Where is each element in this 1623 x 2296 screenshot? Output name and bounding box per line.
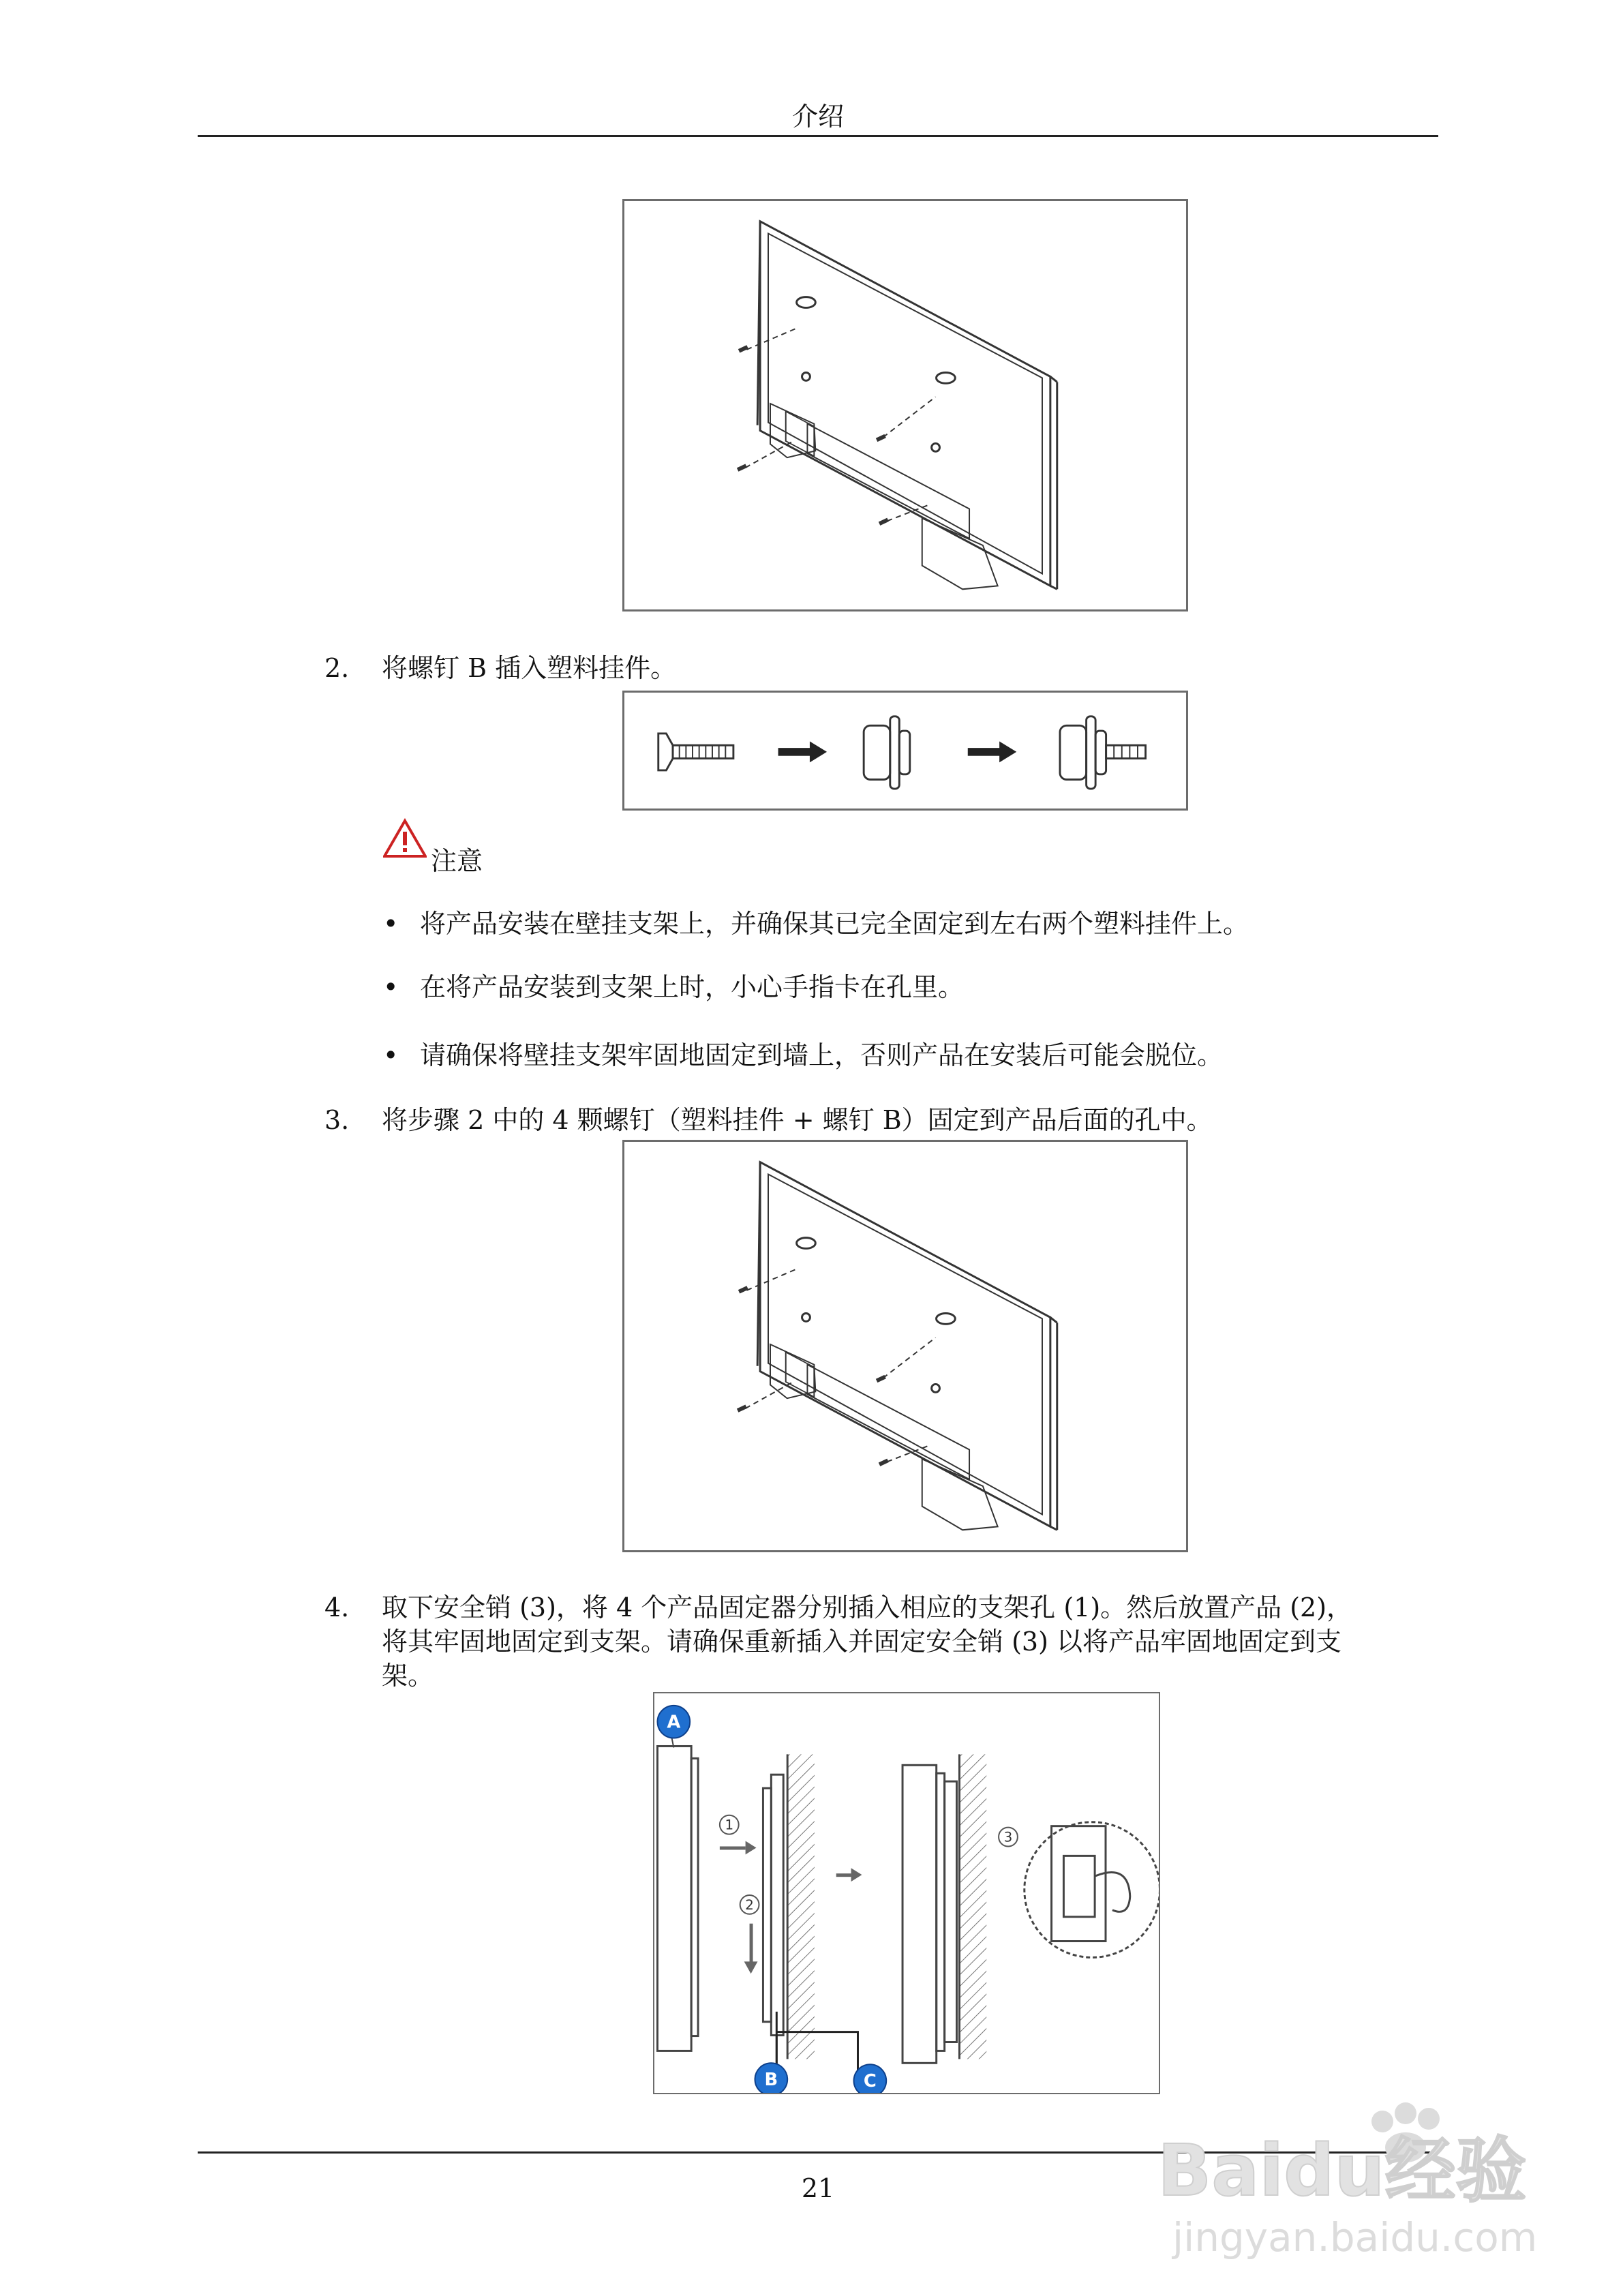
step-number: 4. (324, 1592, 350, 1622)
bullet-dot: • (383, 972, 399, 1002)
label-B: B (764, 2070, 778, 2091)
label-C: C (863, 2071, 877, 2092)
tv-back-illustration (624, 201, 1186, 609)
figure-bracket-mounting (653, 1692, 1160, 2094)
step-number: 2. (324, 653, 350, 683)
watermark-brand: Baidu经验 (1157, 2129, 1527, 2212)
callout-1: 1 (725, 1817, 734, 1833)
label-A: A (667, 1712, 681, 1733)
figure-screw-hanger-sequence (622, 691, 1188, 811)
screw-hanger-illustration (624, 693, 1186, 809)
step-text-line: 取下安全销 (3)，将 4 个产品固定器分别插入相应的支架孔 (1)。然后放置产品 (2)， (382, 1592, 1353, 1622)
figure-tv-back-screws-2 (622, 1140, 1188, 1552)
bullet-text: 在将产品安装到支架上时，小心手指卡在孔里。 (420, 972, 965, 1002)
figure-tv-back-screws-1 (622, 199, 1188, 611)
bullet-text: 将产品安装在壁挂支架上，并确保其已完全固定到左右两个塑料挂件上。 (420, 909, 1249, 939)
page-header-title: 介绍 (791, 102, 844, 132)
bullet-dot: • (383, 1040, 399, 1070)
bullet-dot: • (383, 909, 399, 939)
callout-2: 2 (745, 1897, 754, 1913)
bullet-text: 请确保将壁挂支架牢固地固定到墙上，否则产品在安装后可能会脱位。 (420, 1040, 1224, 1070)
step-text: 将螺钉 B 插入塑料挂件。 (382, 653, 677, 683)
warning-triangle-icon (383, 818, 427, 859)
step-text-line: 架。 (382, 1661, 434, 1691)
notice-label: 注意 (431, 846, 483, 876)
bracket-mounting-illustration (654, 1693, 1159, 2093)
step-text-line: 将其牢固地固定到支架。请确保重新插入并固定安全销 (3) 以将产品牢固地固定到支 (382, 1627, 1341, 1657)
step-text: 将步骤 2 中的 4 颗螺钉（塑料挂件 + 螺钉 B）固定到产品后面的孔中。 (382, 1105, 1213, 1135)
step-number: 3. (324, 1105, 350, 1135)
baidu-watermark (1152, 2093, 1588, 2270)
tv-back-illustration (624, 1142, 1186, 1550)
page-number: 21 (801, 2173, 835, 2203)
header-rule (198, 135, 1438, 137)
callout-3: 3 (1003, 1829, 1013, 1845)
watermark-url: jingyan.baidu.com (1172, 2214, 1538, 2261)
